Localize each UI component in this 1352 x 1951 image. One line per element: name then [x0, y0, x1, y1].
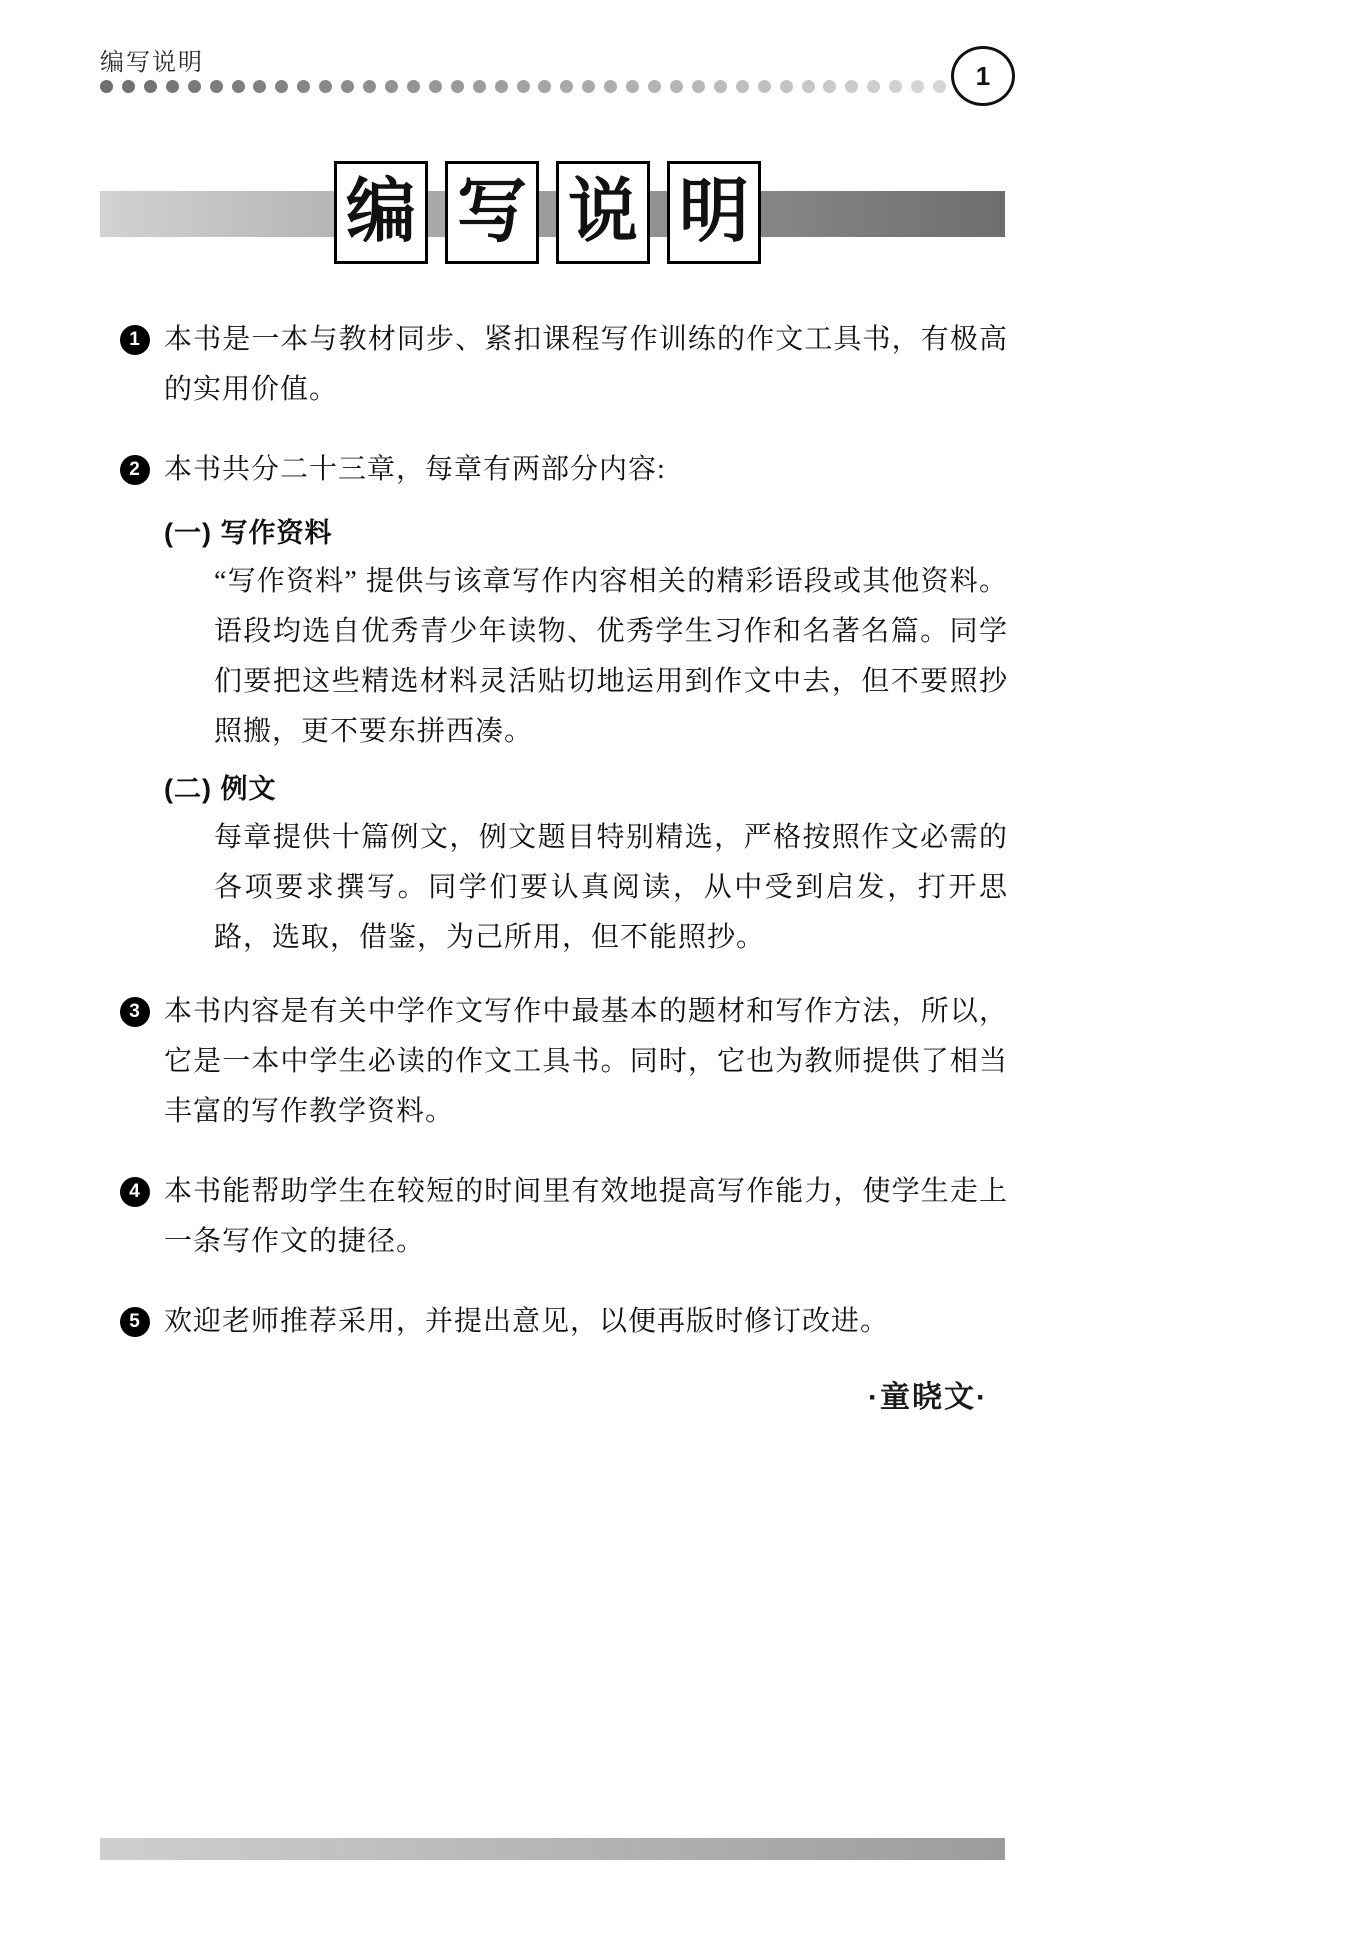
- divider-dot-icon: [648, 80, 661, 93]
- divider-dot-icon: [736, 80, 749, 93]
- item-text: 欢迎老师推荐采用，并提出意见，以便再版时修订改进。: [164, 1306, 890, 1337]
- divider-dot-icon: [670, 80, 683, 93]
- divider-dot-icon: [319, 80, 332, 93]
- divider-dot-icon: [253, 80, 266, 93]
- footer-bar: [100, 1838, 1005, 1860]
- divider-dot-icon: [758, 80, 771, 93]
- item-number-icon: 4: [120, 1177, 150, 1207]
- divider-dot-icon: [495, 80, 508, 93]
- sub-section-title: 例文: [220, 774, 277, 804]
- page-number-badge: [951, 46, 1015, 106]
- divider-dot-icon: [429, 80, 442, 93]
- item-text: 本书内容是有关中学作文写作中最基本的题材和写作方法，所以，它是一本中学生必读的作文工具书。同时，它也为教师提供了相当丰富的写作教学资料。: [164, 996, 1008, 1127]
- divider-dot-icon: [845, 80, 858, 93]
- title-char-box: [556, 161, 650, 264]
- sub-section-label: (一): [164, 518, 221, 548]
- divider-dot-icon: [297, 80, 310, 93]
- divider-dot-icon: [714, 80, 727, 93]
- divider-dot-icon: [582, 80, 595, 93]
- divider-dot-icon: [911, 80, 924, 93]
- item-number-icon: 1: [120, 325, 150, 355]
- divider-dot-icon: [780, 80, 793, 93]
- author-signature: ·童晓文·: [868, 1381, 988, 1414]
- numbered-item: [100, 445, 1008, 495]
- divider-dot-icon: [802, 80, 815, 93]
- divider-dot-icon: [232, 80, 245, 93]
- running-header-label: 编写说明: [100, 49, 204, 76]
- divider-dot-icon: [604, 80, 617, 93]
- divider-dot-icon: [517, 80, 530, 93]
- title-char-box: [445, 161, 539, 264]
- divider-dot-icon: [451, 80, 464, 93]
- running-header: [100, 42, 204, 77]
- item-text: 本书共分二十三章，每章有两部分内容:: [164, 454, 666, 485]
- item-text: 本书是一本与教材同步、紧扣课程写作训练的作文工具书，有极高的实用价值。: [164, 324, 1008, 405]
- sub-section-label: (二): [164, 774, 221, 804]
- dotted-divider: [100, 80, 968, 93]
- sub-section-title: 写作资料: [220, 518, 333, 548]
- sub-section-body: “写作资料” 提供与该章写作内容相关的精彩语段或其他资料。语段均选自优秀青少年读物、优秀学生习作和名著名篇。同学们要把这些精选材料灵活贴切地运用到作文中去，但不要照抄照搬，更不要东拼西凑。: [214, 566, 1008, 747]
- divider-dot-icon: [341, 80, 354, 93]
- title-banner: [334, 161, 761, 264]
- sub-section-body: 每章提供十篇例文，例文题目特别精选，严格按照作文必需的各项要求撰写。同学们要认真阅读，从中受到启发，打开思路，选取，借鉴，为己所用，但不能照抄。: [214, 822, 1008, 953]
- divider-dot-icon: [100, 80, 113, 93]
- divider-dot-icon: [188, 80, 201, 93]
- title-char: 说: [568, 173, 638, 251]
- item-number-icon: 2: [120, 455, 150, 485]
- body-content: [100, 315, 1008, 1377]
- numbered-item: [100, 315, 1008, 415]
- sub-section-heading: [100, 767, 1008, 811]
- divider-dot-icon: [144, 80, 157, 93]
- divider-dot-icon: [560, 80, 573, 93]
- divider-dot-icon: [889, 80, 902, 93]
- divider-dot-icon: [867, 80, 880, 93]
- divider-dot-icon: [626, 80, 639, 93]
- divider-dot-icon: [407, 80, 420, 93]
- title-char-box: [667, 161, 761, 264]
- item-number-icon: 3: [120, 997, 150, 1027]
- title-char: 写: [457, 173, 527, 251]
- title-char: 明: [679, 173, 749, 251]
- divider-dot-icon: [692, 80, 705, 93]
- divider-dot-icon: [122, 80, 135, 93]
- divider-dot-icon: [363, 80, 376, 93]
- numbered-item: [100, 987, 1008, 1137]
- divider-dot-icon: [823, 80, 836, 93]
- divider-dot-icon: [385, 80, 398, 93]
- title-char-box: [334, 161, 428, 264]
- sub-section-heading: [100, 511, 1008, 555]
- numbered-item: [100, 1167, 1008, 1267]
- divider-dot-icon: [538, 80, 551, 93]
- divider-dot-icon: [275, 80, 288, 93]
- divider-dot-icon: [473, 80, 486, 93]
- divider-dot-icon: [933, 80, 946, 93]
- divider-dot-icon: [210, 80, 223, 93]
- item-number-icon: 5: [120, 1307, 150, 1337]
- page-number: 1: [975, 60, 991, 91]
- divider-dot-icon: [166, 80, 179, 93]
- title-char: 编: [346, 173, 416, 251]
- item-text: 本书能帮助学生在较短的时间里有效地提高写作能力，使学生走上一条写作文的捷径。: [164, 1176, 1008, 1257]
- numbered-item: [100, 1297, 1008, 1347]
